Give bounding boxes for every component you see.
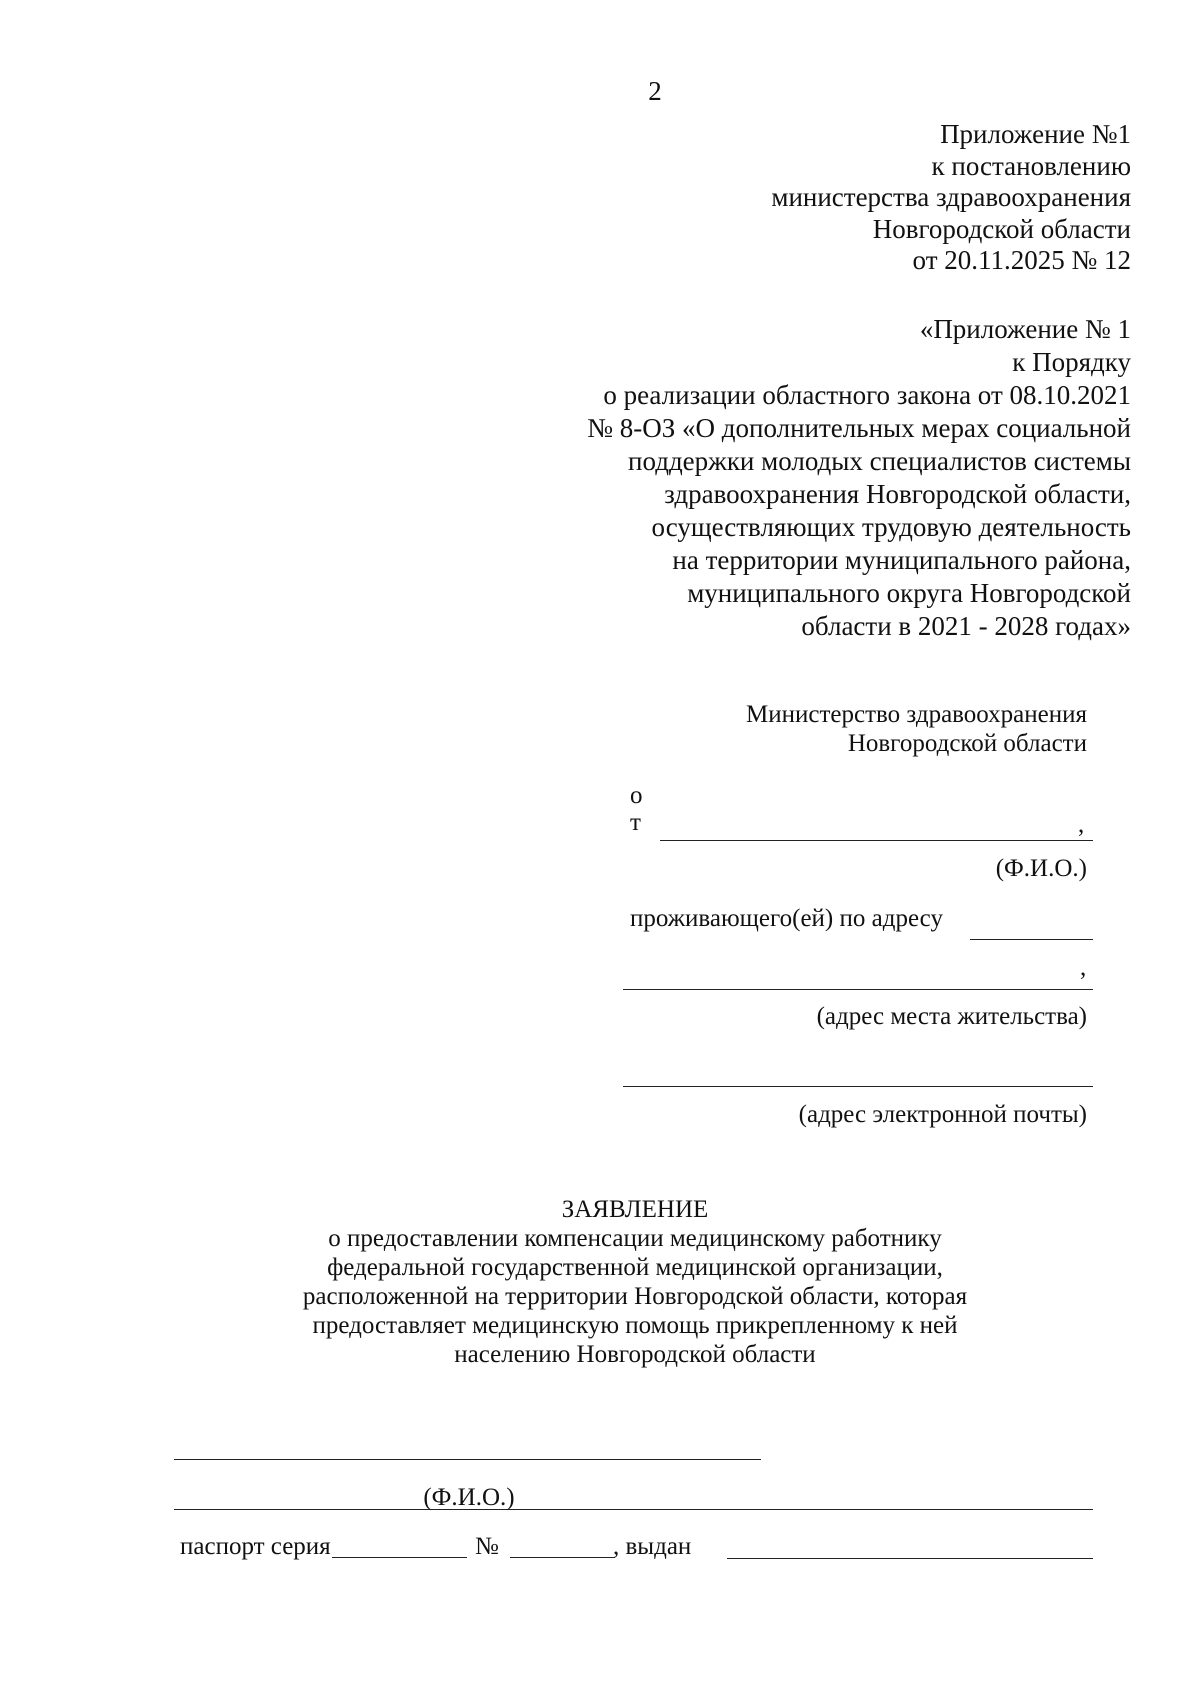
header-line: поддержки молодых специалистов системы: [628, 446, 1131, 476]
address-field-line-1[interactable]: [970, 939, 1093, 940]
appendix-header: [771, 119, 1131, 277]
email-hint: (адрес электронной почты): [798, 1101, 1087, 1128]
applicant-fio-line-2[interactable]: [174, 1509, 1093, 1510]
addressee-line: Министерство здравоохранения: [746, 701, 1087, 728]
page-number: 2: [648, 76, 662, 106]
comma: ,: [1078, 811, 1085, 838]
passport-issued-field[interactable]: [727, 1558, 1093, 1559]
header-line: Новгородской области: [872, 213, 1131, 244]
header-line: осуществляющих трудовую деятельность: [651, 512, 1131, 542]
passport-issued-label: , выдан: [613, 1533, 692, 1560]
addressee: [746, 700, 1087, 758]
order-header: [587, 313, 1131, 643]
document-title: ЗАЯВЛЕНИЕ: [561, 1196, 709, 1223]
subtitle-line: федеральной государственной медицинской организации,: [327, 1254, 943, 1281]
header-line: № 8-ОЗ «О дополнительных мерах социальной: [587, 413, 1131, 443]
addressee-line: Новгородской области: [847, 730, 1087, 757]
document-subtitle: [0, 1224, 1200, 1369]
applicant-fio-line[interactable]: [174, 1459, 761, 1460]
fio-field-line[interactable]: [660, 840, 1093, 841]
header-line: на территории муниципального района,: [672, 545, 1131, 575]
comma: ,: [1080, 954, 1087, 981]
header-line: от 20.11.2025 № 12: [912, 245, 1131, 276]
header-line: к постановлению: [931, 150, 1131, 181]
from-letter-t: т: [630, 809, 641, 836]
header-line: муниципального округа Новгородской: [687, 578, 1131, 608]
address-hint: (адрес места жительства): [816, 1003, 1087, 1030]
passport-series-field[interactable]: [332, 1557, 467, 1558]
residing-label: проживающего(ей) по адресу: [630, 905, 943, 932]
header-line: о реализации областного закона от 08.10.2021: [603, 380, 1131, 410]
header-line: министерства здравоохранения: [771, 182, 1131, 213]
applicant-fio-hint: (Ф.И.О.): [423, 1484, 515, 1511]
subtitle-line: предоставляет медицинскую помощь прикрепленному к ней: [312, 1312, 958, 1339]
subtitle-line: населению Новгородской области: [454, 1341, 816, 1368]
header-line: области в 2021 - 2028 годах»: [801, 611, 1131, 641]
passport-number-field[interactable]: [510, 1557, 615, 1558]
subtitle-line: о предоставлении компенсации медицинскому работнику: [328, 1225, 942, 1252]
from-letter-o: о: [630, 782, 643, 809]
address-field-line-2[interactable]: [623, 989, 1093, 990]
header-line: «Приложение № 1: [919, 314, 1131, 344]
passport-series-label: паспорт серия: [180, 1533, 331, 1560]
passport-number-label: №: [475, 1533, 499, 1560]
subtitle-line: расположенной на территории Новгородской области, которая: [302, 1283, 968, 1310]
header-line: к Порядку: [1012, 347, 1131, 377]
header-line: здравоохранения Новгородской области,: [664, 479, 1131, 509]
fio-hint: (Ф.И.О.): [995, 855, 1087, 882]
header-line: Приложение №1: [940, 119, 1131, 149]
email-field-line[interactable]: [623, 1086, 1093, 1087]
